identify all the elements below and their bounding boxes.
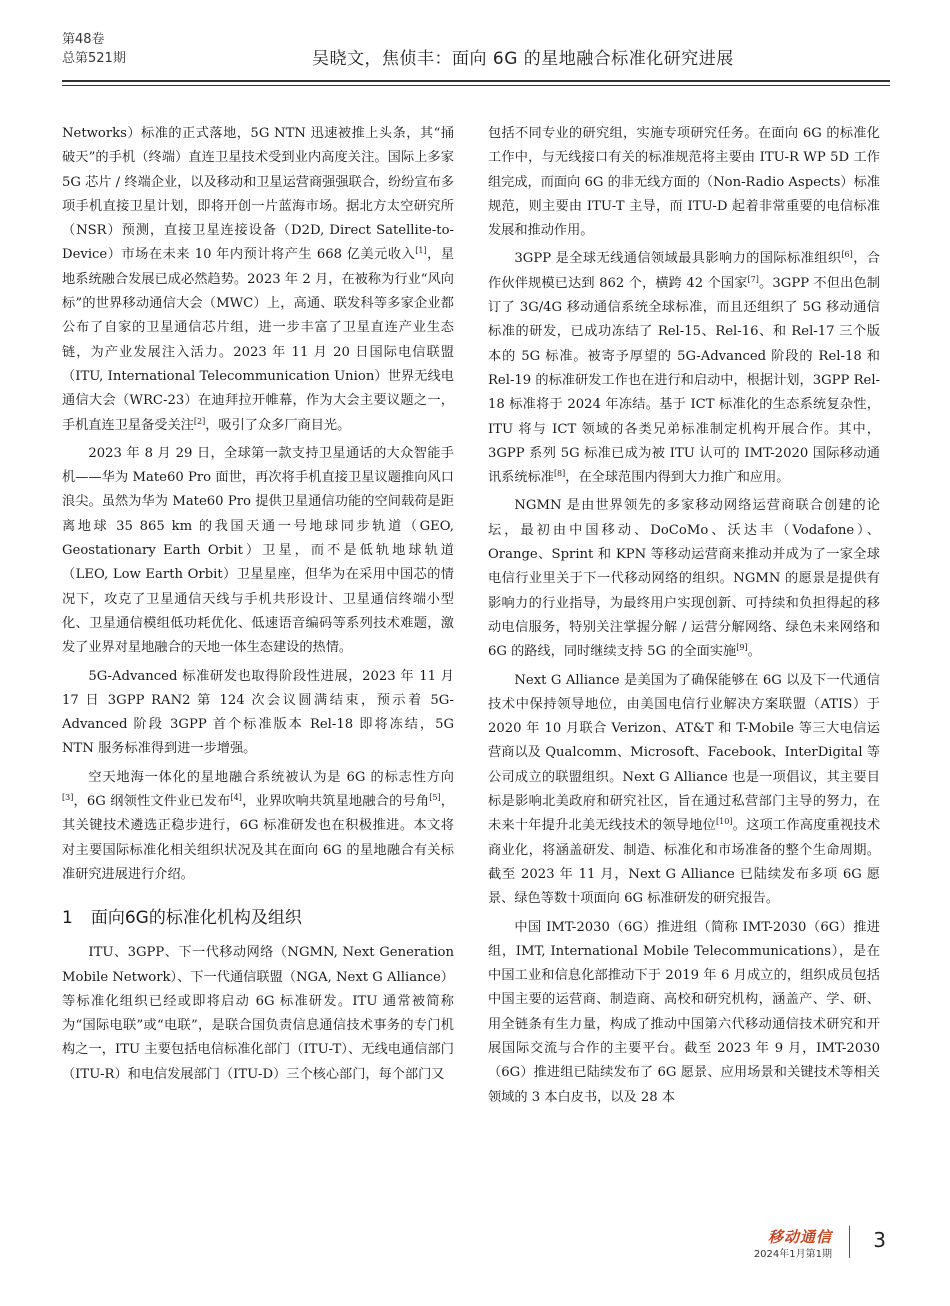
header-rule-thin xyxy=(62,85,890,86)
paragraph: NGMN 是由世界领先的多家移动网络运营商联合创建的论坛，最初由中国移动、DoCoMo、沃达丰（Vodafone）、Orange、Sprint 和 KPN 等移动运营商来推动并成为了一家全球电信行业里关于下一代移动网络的组织。NGMN 的愿景是提供有影响力的行业指导，为最终用户实现创新、可持续和负担得起的移动电信服务，特别关注掌握分解 / 运营分解网络、绿色未来网络和 6G 的路线，同时继续支持 5G 的全面实施[9]。 xyxy=(488,498,880,660)
paragraph: Next G Alliance 是美国为了确保能够在 6G 以及下一代通信技术中保持领导地位，由美国电信行业解决方案联盟（ATIS）于 2020 年 10 月联合 Verizon、AT&T 和 T-Mobile 等三大电信运营商以及 Qualcomm、Microsoft、Facebook、InterDigital 等公司成立的联盟组织。Next G Alliance 也是一项倡议，其主要目标是影响北美政府和研究社区，旨在通过私营部门主导的努力，在未来十年提升北美无线技术的领导地位[10]。这项工作高度重视技术商业化，将涵盖研发、制造、标准化和市场准备的整个生命周期。截至 2023 年 11 月，Next G Alliance 已陆续发布多项 6G 愿景、绿色等数十项面向 6G 标准研发的研究报告。 xyxy=(488,672,881,907)
section-title: 面向6G的标准化机构及组织 xyxy=(90,908,302,929)
paragraph: 3GPP 是全球无线通信领域最具影响力的国际标准组织[6]，合作伙伴规模已达到 862 个，横跨 42 个国家[7]。3GPP 不但出色制订了 3G/4G 移动通信系统全球标准，而且还组织了 5G 移动通信标准的研发，已成功冻结了 Rel-15、Rel-16、和 Rel-17 三个版本的 5G 标准。被寄予厚望的 5G-Advanced 阶段的 Rel-18 和 Rel-19 的标准研发工作也在进行和启动中，根据计划，3GPP Rel-18 标准将于 2024 年冻结。基于 ICT 标准化的生态系统复杂性，ITU 将与 ICT 领域的各类兄弟标准制定机构开展合作。其中，3GPP 系列 5G 标准已成为被 ITU 认可的 IMT-2020 国际移动通讯系统标准[8]，在全球范围内得到大力推广和应用。 xyxy=(488,250,880,486)
page-header xyxy=(62,30,890,96)
citation: [1] xyxy=(415,246,427,256)
paragraph: 空天地海一体化的星地融合系统被认为是 6G 的标志性方向[3]，6G 纲领性文件业已发布[4]，业界吹响共筑星地融合的号角[5]，其关键技术遴选正稳步进行，6G 标准研发也在积极推进。本文将对主要国际标准化相关组织状况及其在面向 6G 的星地融合有关标准研究进展进行介绍。 xyxy=(62,769,454,882)
page-number: 3 xyxy=(873,1228,886,1252)
paragraph: 2023 年 8 月 29 日，全球第一款支持卫星通话的大众智能手机——华为 Mate60 Pro 面世，再次将手机直接卫星议题推向风口浪尖。虽然为华为 Mate60 Pro 提供卫星通信功能的空间载荷是距离地球 35 865 km 的我国天通一号地球同步轨道（GEO, Geostationary Earth Orbit）卫星，而不是低轨地球轨道（LEO, Low Earth Orbit）卫星星座，但华为在采用中国芯的情况下，攻克了卫星通信天线与手机共形设计、卫星通信终端小型化、卫星通信模组低功耗优化、低速语音编码等系列技术难题，激发了业界对星地融合的天地一体生态建设的热情。 xyxy=(62,445,454,656)
section-number: 1 xyxy=(62,908,73,929)
volume-number: 第48卷 xyxy=(62,32,105,47)
citation: [5] xyxy=(429,793,441,803)
volume-info xyxy=(62,30,126,68)
paragraph: 5G-Advanced 标准研发也取得阶段性进展，2023 年 11 月 17 日 3GPP RAN2 第 124 次会议圆满结束，预示着 5G-Advanced 阶段 3GPP 首个标准版本 Rel-18 即将冻结，5G NTN 服务标准得到进一步增强。 xyxy=(62,668,454,757)
citation: [4] xyxy=(230,793,242,803)
header-rule-thick xyxy=(62,80,890,82)
citation: [6] xyxy=(841,250,853,260)
citation: [8] xyxy=(553,469,566,479)
paragraph: Networks）标准的正式落地，5G NTN 迅速被推上头条，其“捅破天”的手机（终端）直连卫星技术受到业内高度关注。国际上多家 5G 芯片 / 终端企业，以及移动和卫星运营商强强联合，纷纷宣布多项手机直接卫星计划，即将开创一片蓝海市场。据北方太空研究所（NSR）预测，直接卫星连接设备（D2D, Direct Satellite-to-Device）市场在未来 10 年内预计将产生 668 亿美元收入[1]，星地系统融合发展已成必然趋势。2023 年 2 月，在被称为行业“风向标”的世界移动通信大会（MWC）上，高通、联发科等多家企业都公布了自家的卫星通信芯片组，进一步丰富了卫星直连产业生态链，为产业发展注入活力。2023 年 11 月 20 日国际电信联盟（ITU, International Telecommunication Union）世界无线电通信大会（WRC-23）在迪拜拉开帷幕，作为大会主要议题之一，手机直连卫星备受关注[2]，吸引了众多厂商目光。 xyxy=(62,126,455,433)
paragraph: 包括不同专业的研究组，实施专项研究任务。在面向 6G 的标准化工作中，与无线接口有关的标准规范将主要由 ITU-R WP 5D 工作组完成，而面向 6G 的非无线方面的（Non-Radio Aspects）标准规范，则主要由 ITU-T 主导，而 ITU-D 起着非常重要的电信标准发展和推动作用。 xyxy=(488,126,880,239)
issue-date: 2024年1月第1期 xyxy=(753,1249,832,1260)
citation: [3] xyxy=(62,793,74,803)
footer-divider xyxy=(849,1226,850,1258)
page-footer xyxy=(650,1224,890,1264)
right-column xyxy=(488,122,880,1110)
citation: [10] xyxy=(716,817,733,827)
journal-logo: 移动通信 xyxy=(767,1228,832,1246)
citation: [9] xyxy=(736,643,748,653)
running-title: 吴晓文，焦侦丰：面向 6G 的星地融合标准化研究进展 xyxy=(312,49,734,69)
paragraph: ITU、3GPP、下一代移动网络（NGMN, Next Generation Mobile Network）、下一代通信联盟（NGA, Next G Alliance）等标准化组织已经或即将启动 6G 标准研发。ITU 通常被简称为“国际电联”或“电联”，是联合国负责信息通信技术事务的专门机构之一，ITU 主要包括电信标准化部门（ITU-T）、无线电通信部门（ITU-R）和电信发展部门（ITU-D）三个核心部门，每个部门又 xyxy=(62,945,454,1082)
section-heading xyxy=(62,905,454,931)
citation: [7] xyxy=(747,274,759,284)
citation: [2] xyxy=(193,416,206,426)
left-column xyxy=(62,122,454,1087)
issue-total: 总第521期 xyxy=(62,51,126,66)
paragraph: 中国 IMT-2030（6G）推进组（简称 IMT-2030（6G）推进组，IMT, International Mobile Telecommunications），是在中国工业和信息化部推动下于 2019 年 6 月成立的，组织成员包括中国主要的运营商、制造商、高校和研究机构，涵盖产、学、研、用全链条有生力量，构成了推动中国第六代移动通信技术研究和开展国际交流与合作的主要平台。截至 2023 年 9 月，IMT-2030（6G）推进组已陆续发布了 6G 愿景、应用场景和关键技术等相关领域的 3 本白皮书，以及 28 本 xyxy=(488,919,880,1105)
